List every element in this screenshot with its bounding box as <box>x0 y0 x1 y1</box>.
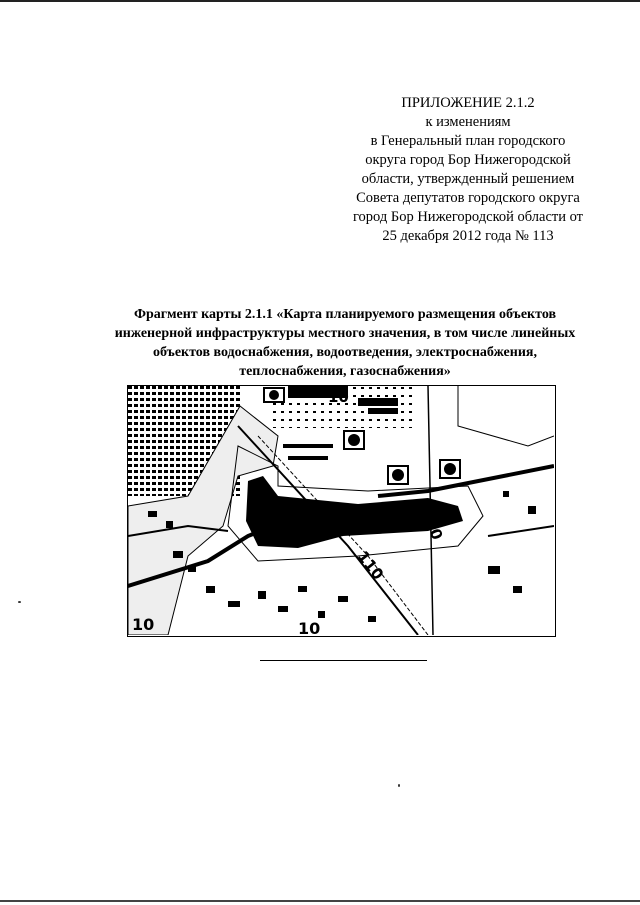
facility-symbol-3 <box>440 460 460 478</box>
facility-symbol-4 <box>264 388 284 402</box>
appendix-title: ПРИЛОЖЕНИЕ 2.1.2 <box>401 95 535 111</box>
caption-line: Фрагмент карты 2.1.1 «Карта планируемого размещения объектов <box>133 307 557 322</box>
caption-line: теплоснабжения, газоснабжения» <box>239 364 451 379</box>
appendix-line: 25 декабря 2012 года № 113 <box>382 228 554 244</box>
facility-symbol-2 <box>388 466 408 484</box>
appendix-line: области, утвержденный решением <box>361 171 575 187</box>
signature-line <box>260 660 427 661</box>
scan-speck <box>18 601 21 603</box>
map-caption <box>100 305 590 381</box>
caption-line: объектов водоснабжения, водоотведения, электроснабжения, <box>153 345 537 360</box>
map-fragment <box>127 385 556 637</box>
map-label: 10 <box>328 388 349 406</box>
bottom-edge-rule <box>0 900 640 902</box>
appendix-line: к изменениям <box>425 114 511 130</box>
appendix-line: город Бор Нижегородской области от <box>352 209 584 225</box>
top-edge-rule <box>0 0 640 2</box>
appendix-line: в Генеральный план городского <box>370 133 566 149</box>
map-label: 110 <box>353 547 388 584</box>
map-label: 10 <box>298 619 321 635</box>
map-drawing <box>128 386 554 635</box>
appendix-line: округа город Бор Нижегородской <box>365 152 571 168</box>
appendix-line: Совета депутатов городского округа <box>356 190 580 206</box>
caption-line: инженерной инфраструктуры местного значения, в том числе линейных <box>114 326 576 341</box>
appendix-header <box>318 94 618 246</box>
map-label: 10 <box>132 615 155 634</box>
scan-speck <box>398 784 400 787</box>
map-label: 10 <box>422 516 447 543</box>
facility-symbol-1 <box>344 431 364 449</box>
